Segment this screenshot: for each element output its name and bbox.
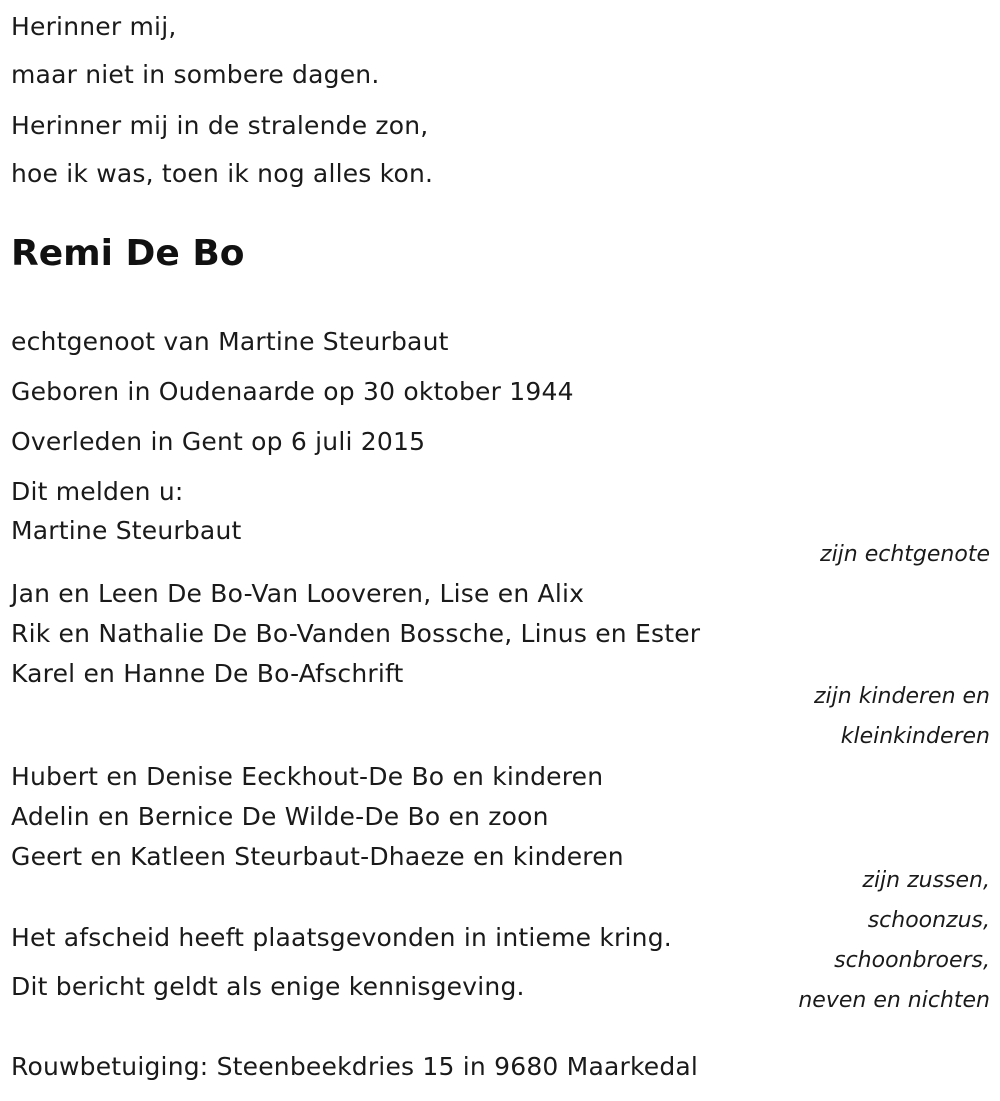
siblings-line: Geert en Katleen Steurbaut-Dhaeze en kinderen <box>11 842 624 871</box>
notice-line: Dit bericht geldt als enige kennisgeving. <box>11 972 525 1001</box>
role-line: schoonzus, <box>867 908 990 933</box>
role-line: neven en nichten <box>798 988 990 1013</box>
role-line: zijn zussen, <box>862 868 990 893</box>
poem-line: Herinner mij, <box>11 12 177 41</box>
role-line: zijn kinderen en <box>814 684 990 709</box>
poem-line: hoe ik was, toen ik nog alles kon. <box>11 159 434 188</box>
condolence-line: Rouwbetuiging: Steenbeekdries 15 in 9680 Maarkedal <box>11 1052 699 1081</box>
spouse-name: Martine Steurbaut <box>11 516 242 545</box>
children-line: Karel en Hanne De Bo-Afschrift <box>11 659 404 688</box>
poem-line: maar niet in sombere dagen. <box>11 60 380 89</box>
children-line: Jan en Leen De Bo-Van Looveren, Lise en Alix <box>11 579 585 608</box>
role-line: kleinkinderen <box>840 724 990 749</box>
announce-line: Dit melden u: <box>11 477 184 506</box>
siblings-role <box>798 861 990 1021</box>
farewell-line: Het afscheid heeft plaatsgevonden in intieme kring. <box>11 923 672 952</box>
spouse-line: echtgenoot van Martine Steurbaut <box>11 327 449 356</box>
deceased-name: Remi De Bo <box>11 233 245 274</box>
siblings-line: Adelin en Bernice De Wilde-De Bo en zoon <box>11 802 549 831</box>
birth-line: Geboren in Oudenaarde op 30 oktober 1944 <box>11 377 574 406</box>
siblings-line: Hubert en Denise Eeckhout-De Bo en kinderen <box>11 762 604 791</box>
children-line: Rik en Nathalie De Bo-Vanden Bossche, Linus en Ester <box>11 619 701 648</box>
role-line: schoonbroers, <box>834 948 990 973</box>
role-line: zijn echtgenote <box>820 542 990 567</box>
death-line: Overleden in Gent op 6 juli 2015 <box>11 427 426 456</box>
spouse-role <box>820 535 990 575</box>
children-role <box>814 677 990 757</box>
poem-line: Herinner mij in de stralende zon, <box>11 111 429 140</box>
